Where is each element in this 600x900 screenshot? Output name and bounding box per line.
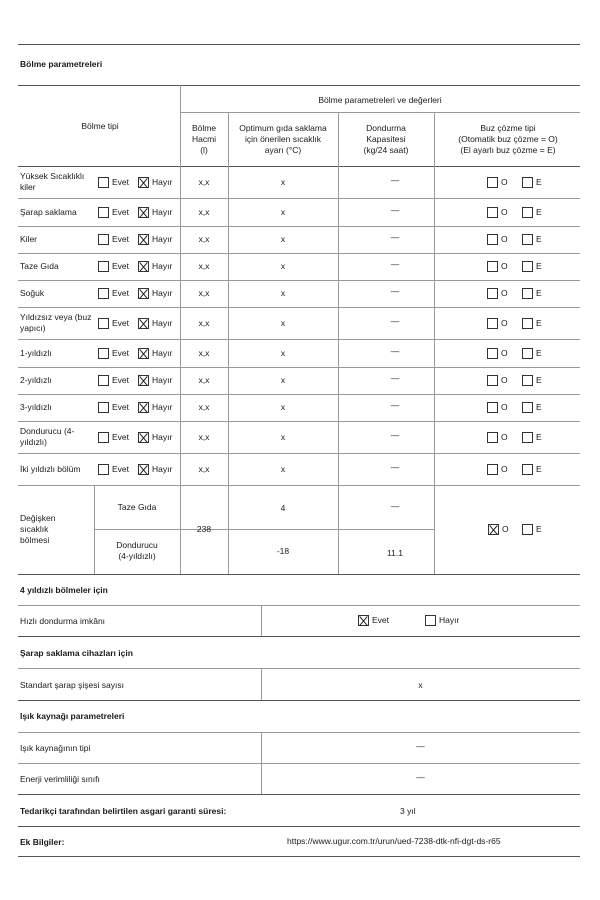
row-temp: x [280, 375, 286, 385]
row-yes-checkbox[interactable] [98, 288, 109, 299]
fast-freeze-no-checkbox[interactable] [425, 615, 436, 626]
row-defrost-o-label: O [501, 432, 508, 442]
row-defrost-e-checkbox[interactable] [522, 318, 533, 329]
row-defrost-o-checkbox[interactable] [487, 177, 498, 188]
row-defrost-e-label: E [536, 432, 542, 442]
table-row [0, 198, 600, 226]
row-freeze: — [390, 175, 400, 185]
row-freeze: — [390, 373, 400, 383]
row-no-label: Hayır [152, 318, 173, 328]
row-defrost-e-checkbox[interactable] [522, 234, 533, 245]
variable-freeze-1: — [390, 501, 400, 511]
row-name: Yüksek Sıcaklıklı kiler [20, 171, 85, 192]
table-bottom-rule [18, 574, 580, 575]
row-defrost-e-checkbox[interactable] [522, 464, 533, 475]
row-temp: x [280, 234, 286, 244]
row-defrost-e-checkbox[interactable] [522, 402, 533, 413]
row-freeze: — [390, 430, 400, 440]
wine-bottles-label: Standart şarap şişesi sayısı [20, 680, 124, 690]
row-volume: x,x [198, 432, 210, 442]
row-defrost-o-label: O [501, 288, 508, 298]
warranty-label: Tedarikçi tarafından belirtilen asgari garanti süresi: [20, 806, 227, 816]
table-top-rule [18, 85, 580, 86]
row-volume: x,x [198, 261, 210, 271]
extra-info-label: Ek Bilgiler: [20, 837, 65, 847]
row-freeze: — [390, 462, 400, 472]
row-no-label: Hayır [152, 234, 173, 244]
col-header-temp: Optimum gıda saklama için önerilen sıcaklık ayarı (°C) [239, 123, 327, 155]
row-yes-label: Evet [112, 261, 130, 271]
row-temp: x [280, 432, 286, 442]
row-defrost-o-checkbox[interactable] [487, 432, 498, 443]
row-freeze: — [390, 205, 400, 215]
row-defrost-e-label: E [536, 375, 542, 385]
section-title-compartment-params: Bölme parametreleri [20, 59, 103, 69]
row-defrost-o-checkbox[interactable] [487, 261, 498, 272]
fast-freeze-yes-label: Evet [372, 615, 390, 625]
row-no-label: Hayır [152, 261, 173, 271]
row-no-label: Hayır [152, 207, 173, 217]
row-no-label: Hayır [152, 177, 173, 187]
row-defrost-e-label: E [536, 348, 542, 358]
table-row [0, 453, 600, 485]
four-star-divider [261, 605, 262, 636]
extra-info-url[interactable]: https://www.ugur.com.tr/urun/ued-7238-dtk-nfi-dgt-ds-r65 [287, 836, 501, 846]
row-yes-checkbox[interactable] [98, 207, 109, 218]
row-defrost-e-label: E [536, 288, 542, 298]
row-defrost-o-label: O [501, 234, 508, 244]
variable-sub-fresh: Taze Gıda [117, 502, 157, 512]
row-defrost-e-label: E [536, 234, 542, 244]
row-volume: x,x [198, 234, 210, 244]
row-no-checkbox[interactable] [138, 261, 149, 272]
row-no-label: Hayır [152, 432, 173, 442]
row-freeze: — [390, 400, 400, 410]
row-defrost-o-label: O [501, 464, 508, 474]
light-type-value: — [416, 741, 425, 751]
row-yes-label: Evet [112, 177, 130, 187]
row-rule [18, 485, 580, 486]
table-row [0, 339, 600, 367]
row-volume: x,x [198, 348, 210, 358]
row-defrost-e-checkbox[interactable] [522, 261, 533, 272]
variable-split-rule-right [228, 529, 434, 530]
row-yes-label: Evet [112, 375, 130, 385]
row-name: İki yıldızlı bölüm [20, 463, 81, 474]
col-header-group: Bölme parametreleri ve değerleri [318, 95, 442, 105]
extra-bottom-rule [18, 856, 580, 857]
row-yes-checkbox[interactable] [98, 402, 109, 413]
row-no-checkbox[interactable] [138, 288, 149, 299]
fast-freeze-no-label: Hayır [439, 615, 460, 625]
row-defrost-e-label: E [536, 207, 542, 217]
row-name: Yıldızsız veya (buz yapıcı) [20, 312, 92, 333]
row-no-checkbox[interactable] [138, 432, 149, 443]
row-defrost-o-checkbox[interactable] [487, 234, 498, 245]
row-defrost-o-label: O [501, 261, 508, 271]
row-defrost-o-checkbox[interactable] [487, 288, 498, 299]
row-no-label: Hayır [152, 464, 173, 474]
row-volume: x,x [198, 177, 210, 187]
table-row [0, 421, 600, 453]
table-row [0, 394, 600, 421]
row-defrost-e-checkbox[interactable] [522, 432, 533, 443]
row-no-checkbox[interactable] [138, 464, 149, 475]
row-yes-checkbox[interactable] [98, 432, 109, 443]
section-title-wine: Şarap saklama cihazları için [20, 648, 133, 658]
row-name: Dondurucu (4-yıldızlı) [20, 426, 75, 447]
row-volume: x,x [198, 207, 210, 217]
row-defrost-o-checkbox[interactable] [487, 464, 498, 475]
row-defrost-o-label: O [501, 402, 508, 412]
variable-volume: 238 [196, 524, 212, 534]
row-yes-checkbox[interactable] [98, 261, 109, 272]
row-defrost-o-label: O [501, 318, 508, 328]
row-name: Soğuk [20, 288, 45, 298]
col-header-freeze: Dondurma Kapasitesi (kg/24 saat) [363, 123, 409, 155]
row-volume: x,x [198, 375, 210, 385]
four-star-top-rule [18, 605, 580, 606]
warranty-value: 3 yıl [400, 806, 416, 816]
row-yes-checkbox[interactable] [98, 177, 109, 188]
row-freeze: — [390, 232, 400, 242]
row-defrost-o-label: O [501, 177, 508, 187]
row-no-label: Hayır [152, 402, 173, 412]
row-defrost-e-label: E [536, 464, 542, 474]
table-row [0, 367, 600, 394]
row-volume: x,x [198, 318, 210, 328]
row-freeze: — [390, 286, 400, 296]
variable-freeze-2: 11.1 [387, 548, 403, 558]
row-no-checkbox[interactable] [138, 177, 149, 188]
table-row [0, 226, 600, 253]
row-defrost-e-checkbox[interactable] [522, 288, 533, 299]
energy-class-label: Enerji verimliliği sınıfı [20, 774, 100, 784]
row-volume: x,x [198, 288, 210, 298]
row-no-checkbox[interactable] [138, 318, 149, 329]
variable-temp-2: -18 [276, 546, 290, 556]
top-rule [18, 44, 580, 45]
table-row [0, 253, 600, 280]
row-yes-label: Evet [112, 288, 130, 298]
warranty-bottom-rule [18, 826, 580, 827]
col-header-type: Bölme tipi [81, 121, 119, 131]
row-temp: x [280, 348, 286, 358]
row-no-label: Hayır [152, 375, 173, 385]
row-no-checkbox[interactable] [138, 234, 149, 245]
variable-defrost-o-label: O [502, 524, 509, 534]
row-defrost-o-label: O [501, 348, 508, 358]
row-yes-checkbox[interactable] [98, 234, 109, 245]
row-freeze: — [390, 259, 400, 269]
light-mid-rule [18, 763, 580, 764]
col-header-defrost: Buz çözme tipi (Otomatik buz çözme = O) (El ayarlı buz çözme = E) [458, 123, 558, 155]
row-temp: x [280, 177, 286, 187]
row-no-checkbox[interactable] [138, 207, 149, 218]
row-name: 3-yıldızlı [20, 402, 52, 412]
row-temp: x [280, 464, 286, 474]
row-yes-label: Evet [112, 207, 130, 217]
row-defrost-o-checkbox[interactable] [487, 348, 498, 359]
header-group-rule [180, 112, 580, 113]
row-name: Taze Gıda [20, 261, 59, 271]
row-yes-checkbox[interactable] [98, 375, 109, 386]
row-no-checkbox[interactable] [138, 375, 149, 386]
col-header-volume: Bölme Hacmi (l) [191, 123, 217, 155]
row-temp: x [280, 288, 286, 298]
variable-name: Değişken sıcaklık bölmesi [20, 513, 56, 545]
row-yes-label: Evet [112, 234, 130, 244]
variable-sub-freezer: Dondurucu (4-yıldızlı) [116, 540, 158, 561]
row-yes-checkbox[interactable] [98, 348, 109, 359]
table-row [0, 166, 600, 198]
row-defrost-o-checkbox[interactable] [487, 375, 498, 386]
variable-defrost-e-checkbox[interactable] [522, 524, 533, 535]
row-name: 1-yıldızlı [20, 347, 52, 358]
row-yes-label: Evet [112, 348, 130, 358]
row-yes-label: Evet [112, 464, 130, 474]
row-yes-label: Evet [112, 432, 130, 442]
section-title-light: Işık kaynağı parametreleri [20, 711, 125, 721]
row-defrost-e-label: E [536, 177, 542, 187]
light-type-label: Işık kaynağının tipi [20, 743, 91, 753]
row-no-label: Hayır [152, 288, 173, 298]
row-name: Kiler [20, 234, 38, 244]
variable-defrost-e-label: E [536, 524, 542, 534]
row-temp: x [280, 318, 286, 328]
variable-defrost-o-checkbox[interactable] [488, 524, 499, 535]
row-defrost-e-label: E [536, 261, 542, 271]
wine-bottles-value: x [418, 680, 423, 690]
section-title-four-star: 4 yıldızlı bölmeler için [20, 585, 108, 595]
row-name: Şarap saklama [20, 206, 77, 217]
row-volume: x,x [198, 402, 210, 412]
row-yes-checkbox[interactable] [98, 464, 109, 475]
energy-class-value: — [416, 772, 425, 782]
row-defrost-o-checkbox[interactable] [487, 207, 498, 218]
row-volume: x,x [198, 464, 210, 474]
row-defrost-e-checkbox[interactable] [522, 375, 533, 386]
row-defrost-e-checkbox[interactable] [522, 207, 533, 218]
row-yes-label: Evet [112, 402, 130, 412]
row-name: 2-yıldızlı [20, 375, 52, 385]
light-top-rule [18, 732, 580, 733]
row-temp: x [280, 207, 286, 217]
wine-bottom-rule [18, 700, 580, 701]
variable-temp-1: 4 [280, 503, 286, 513]
row-defrost-e-checkbox[interactable] [522, 177, 533, 188]
row-defrost-o-label: O [501, 207, 508, 217]
row-no-checkbox[interactable] [138, 348, 149, 359]
row-defrost-e-checkbox[interactable] [522, 348, 533, 359]
row-defrost-o-label: O [501, 375, 508, 385]
row-yes-label: Evet [112, 318, 130, 328]
row-no-checkbox[interactable] [138, 402, 149, 413]
row-freeze: — [390, 346, 400, 356]
fast-freeze-label: Hızlı dondurma imkânı [20, 616, 106, 626]
row-defrost-o-checkbox[interactable] [487, 318, 498, 329]
row-temp: x [280, 261, 286, 271]
light-bottom-rule [18, 794, 580, 795]
row-temp: x [280, 402, 286, 412]
table-row [0, 307, 600, 339]
fast-freeze-yes-checkbox[interactable] [358, 615, 369, 626]
row-defrost-e-label: E [536, 402, 542, 412]
wine-top-rule [18, 668, 580, 669]
row-defrost-o-checkbox[interactable] [487, 402, 498, 413]
row-defrost-e-label: E [536, 318, 542, 328]
row-yes-checkbox[interactable] [98, 318, 109, 329]
table-row [0, 280, 600, 307]
row-freeze: — [390, 316, 400, 326]
row-no-label: Hayır [152, 348, 173, 358]
four-star-bottom-rule [18, 636, 580, 637]
